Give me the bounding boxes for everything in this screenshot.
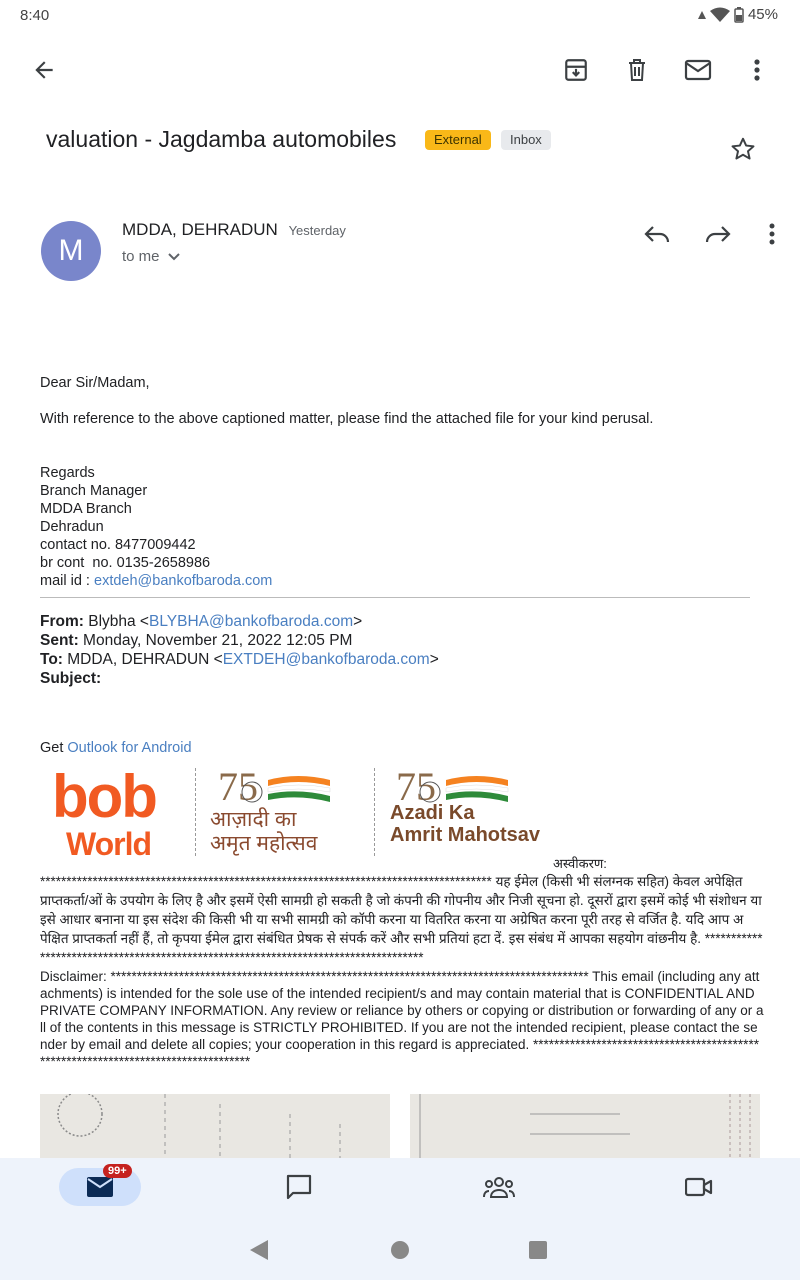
fwd-to-end: > (429, 651, 439, 668)
fwd-from-name: Blybha < (83, 613, 149, 630)
sig-mail-link[interactable]: extdeh@bankofbaroda.com (94, 573, 273, 589)
meet-icon (685, 1176, 713, 1198)
fwd-to-row (40, 650, 764, 669)
sig-mail-label: mail id : (40, 573, 94, 589)
battery-icon (734, 7, 744, 23)
fwd-from-end: > (353, 613, 363, 630)
azadi-english-line1: Azadi Ka (390, 802, 475, 824)
bob-logo: bob (52, 763, 156, 830)
sig-branch: MDDA Branch (40, 501, 132, 517)
battery-percent: 45% (747, 6, 778, 23)
fwd-subject-label: Subject: (40, 670, 102, 687)
get-outlook-line (40, 739, 764, 757)
disclaimer-hindi-label: अस्वीकरण: (553, 856, 607, 871)
azadi-hindi-text (210, 808, 317, 856)
get-prefix: Get (40, 740, 68, 756)
star-icon[interactable] (730, 136, 760, 166)
mail-count-badge: 99+ (103, 1164, 132, 1178)
chat-icon (285, 1174, 313, 1200)
fwd-sent-row (40, 631, 764, 650)
status-time: 8:40 (20, 7, 50, 24)
nav-home-icon[interactable] (388, 1238, 412, 1262)
azadi-english-line2: Amrit Mahotsav (390, 824, 541, 846)
signal-icon (698, 11, 706, 19)
subject-row (46, 122, 780, 162)
arrow-back-icon[interactable] (20, 46, 68, 94)
email-time: Yesterday (288, 223, 346, 238)
nav-spaces[interactable] (458, 1168, 540, 1206)
logo-divider (195, 768, 196, 856)
spaces-icon (483, 1175, 515, 1199)
forward-icon[interactable] (698, 216, 738, 252)
inbox-label[interactable]: Inbox (501, 130, 551, 150)
world-logo: World (66, 826, 152, 862)
external-label: External (425, 130, 491, 150)
status-bar (0, 0, 800, 32)
fwd-to-name: MDDA, DEHRADUN < (62, 651, 223, 668)
fwd-sent-label: Sent: (40, 632, 79, 649)
toolbar (0, 44, 800, 100)
recipient-details-toggle[interactable] (122, 248, 180, 265)
chevron-down-icon (168, 253, 180, 261)
outlook-link[interactable]: Outlook for Android (67, 740, 192, 756)
attachment-thumbnail-2[interactable] (410, 1094, 760, 1158)
nav-mail[interactable] (59, 1165, 141, 1206)
reply-icon[interactable] (637, 216, 677, 252)
azadi-hindi-line2: अमृत महोत्सव (210, 832, 318, 855)
attachment-thumbnail-1[interactable] (40, 1094, 390, 1158)
status-icons (698, 6, 778, 23)
azadi-hindi-line1: आज़ादी का (210, 808, 297, 831)
seventy-five-mark-2: 75 (396, 764, 436, 809)
azadi-hindi-emblem (218, 764, 338, 810)
sig-br-contact: br cont no. 0135-2658986 (40, 555, 211, 571)
sig-city: Dehradun (40, 519, 104, 535)
message-more-icon[interactable] (752, 216, 792, 252)
sig-contact: contact no. 8477009442 (40, 537, 196, 553)
wifi-icon (710, 7, 730, 23)
sender-row (0, 214, 800, 294)
email-subject: valuation - Jagdamba automobiles (46, 126, 397, 152)
more-vert-icon[interactable] (733, 46, 781, 94)
fwd-from-email[interactable]: BLYBHA@bankofbaroda.com (148, 613, 354, 630)
document-scan-icon-2 (410, 1094, 760, 1158)
document-scan-icon (40, 1094, 390, 1158)
sig-title: Branch Manager (40, 483, 148, 499)
greeting: Dear Sir/Madam, (40, 375, 150, 391)
nav-recents-icon[interactable] (526, 1238, 550, 1262)
disclaimer-english: Disclaimer: ******************************************************************************************* This email (including any attachments) is intended for the sole use of the intended recipient/s and may contain material that is CONFIDENTIAL AND PRIVATE COMPANY INFORMATION. Any review or reliance by others or copying or distribution or forwarding of any or all of the contents in this message is STRICTLY PROHIBITED. If you are not the intended recipient, please contact the sender by email and delete all copies; your cooperation in this regard is appreciated. *********************************************************************************** (40, 969, 764, 1069)
banner-logos (40, 762, 600, 862)
fwd-sent-value: Monday, November 21, 2022 12:05 PM (78, 632, 353, 649)
nav-chat[interactable] (258, 1168, 340, 1206)
mail-icon[interactable] (674, 46, 722, 94)
signature (40, 464, 764, 590)
bottom-nav (0, 1158, 800, 1220)
to-me-label: to me (122, 248, 160, 265)
nav-back-icon[interactable] (247, 1238, 271, 1262)
sig-regards: Regards (40, 465, 95, 481)
fwd-from-row (40, 612, 764, 631)
sig-mail-row (40, 572, 764, 590)
seventy-five-mark: 75 (218, 764, 258, 809)
trash-icon[interactable] (613, 46, 661, 94)
system-nav (0, 1220, 800, 1280)
disclaimer-hindi: ************************************************************************************** यह ईमेल (किसी भी संलग्नक सहित) केवल अपेक्षित प्राप्तकर्ता/ओं के उपयोग के लिए है और इसमें ऐसी सामग्री हो सकती है जो कंपनी की गोपनीय और निजी सूचना हो. दूसरों द्वारा इसमें कोई भी संशोधन या इसे आधार बनाना या इस संदेश की किसी भी या सभी सामग्री को कॉपी करना या वितरित करना या अग्रेषित करना पूरी तरह से वर्जित है. यदि आप अपेक्षित प्राप्तकर्ता नहीं हैं, तो कृपया ईमेल द्वारा संबंधित प्रेषक से संपर्क करें और सभी प्रतियां हटा दें. इस संबंध में आपका सहयोग वांछनीय है. ************************************************************************************ (40, 874, 763, 965)
divider (40, 597, 750, 598)
fwd-from-label: From: (40, 613, 84, 630)
sender-name: MDDA, DEHRADUN (122, 220, 278, 239)
fwd-subject-row (40, 669, 764, 688)
message-text: With reference to the above captioned matter, please find the attached file for your kind perusal. (40, 411, 654, 427)
mail-icon (87, 1177, 113, 1197)
nav-meet[interactable] (658, 1168, 740, 1206)
logo-divider-2 (374, 768, 375, 856)
azadi-english-text (390, 802, 540, 846)
fwd-to-label: To: (40, 651, 63, 668)
avatar[interactable]: M (41, 221, 101, 281)
forwarded-header (40, 612, 764, 688)
archive-icon[interactable] (552, 46, 600, 94)
sender-name-block (122, 220, 346, 240)
fwd-to-email[interactable]: EXTDEH@bankofbaroda.com (222, 651, 430, 668)
